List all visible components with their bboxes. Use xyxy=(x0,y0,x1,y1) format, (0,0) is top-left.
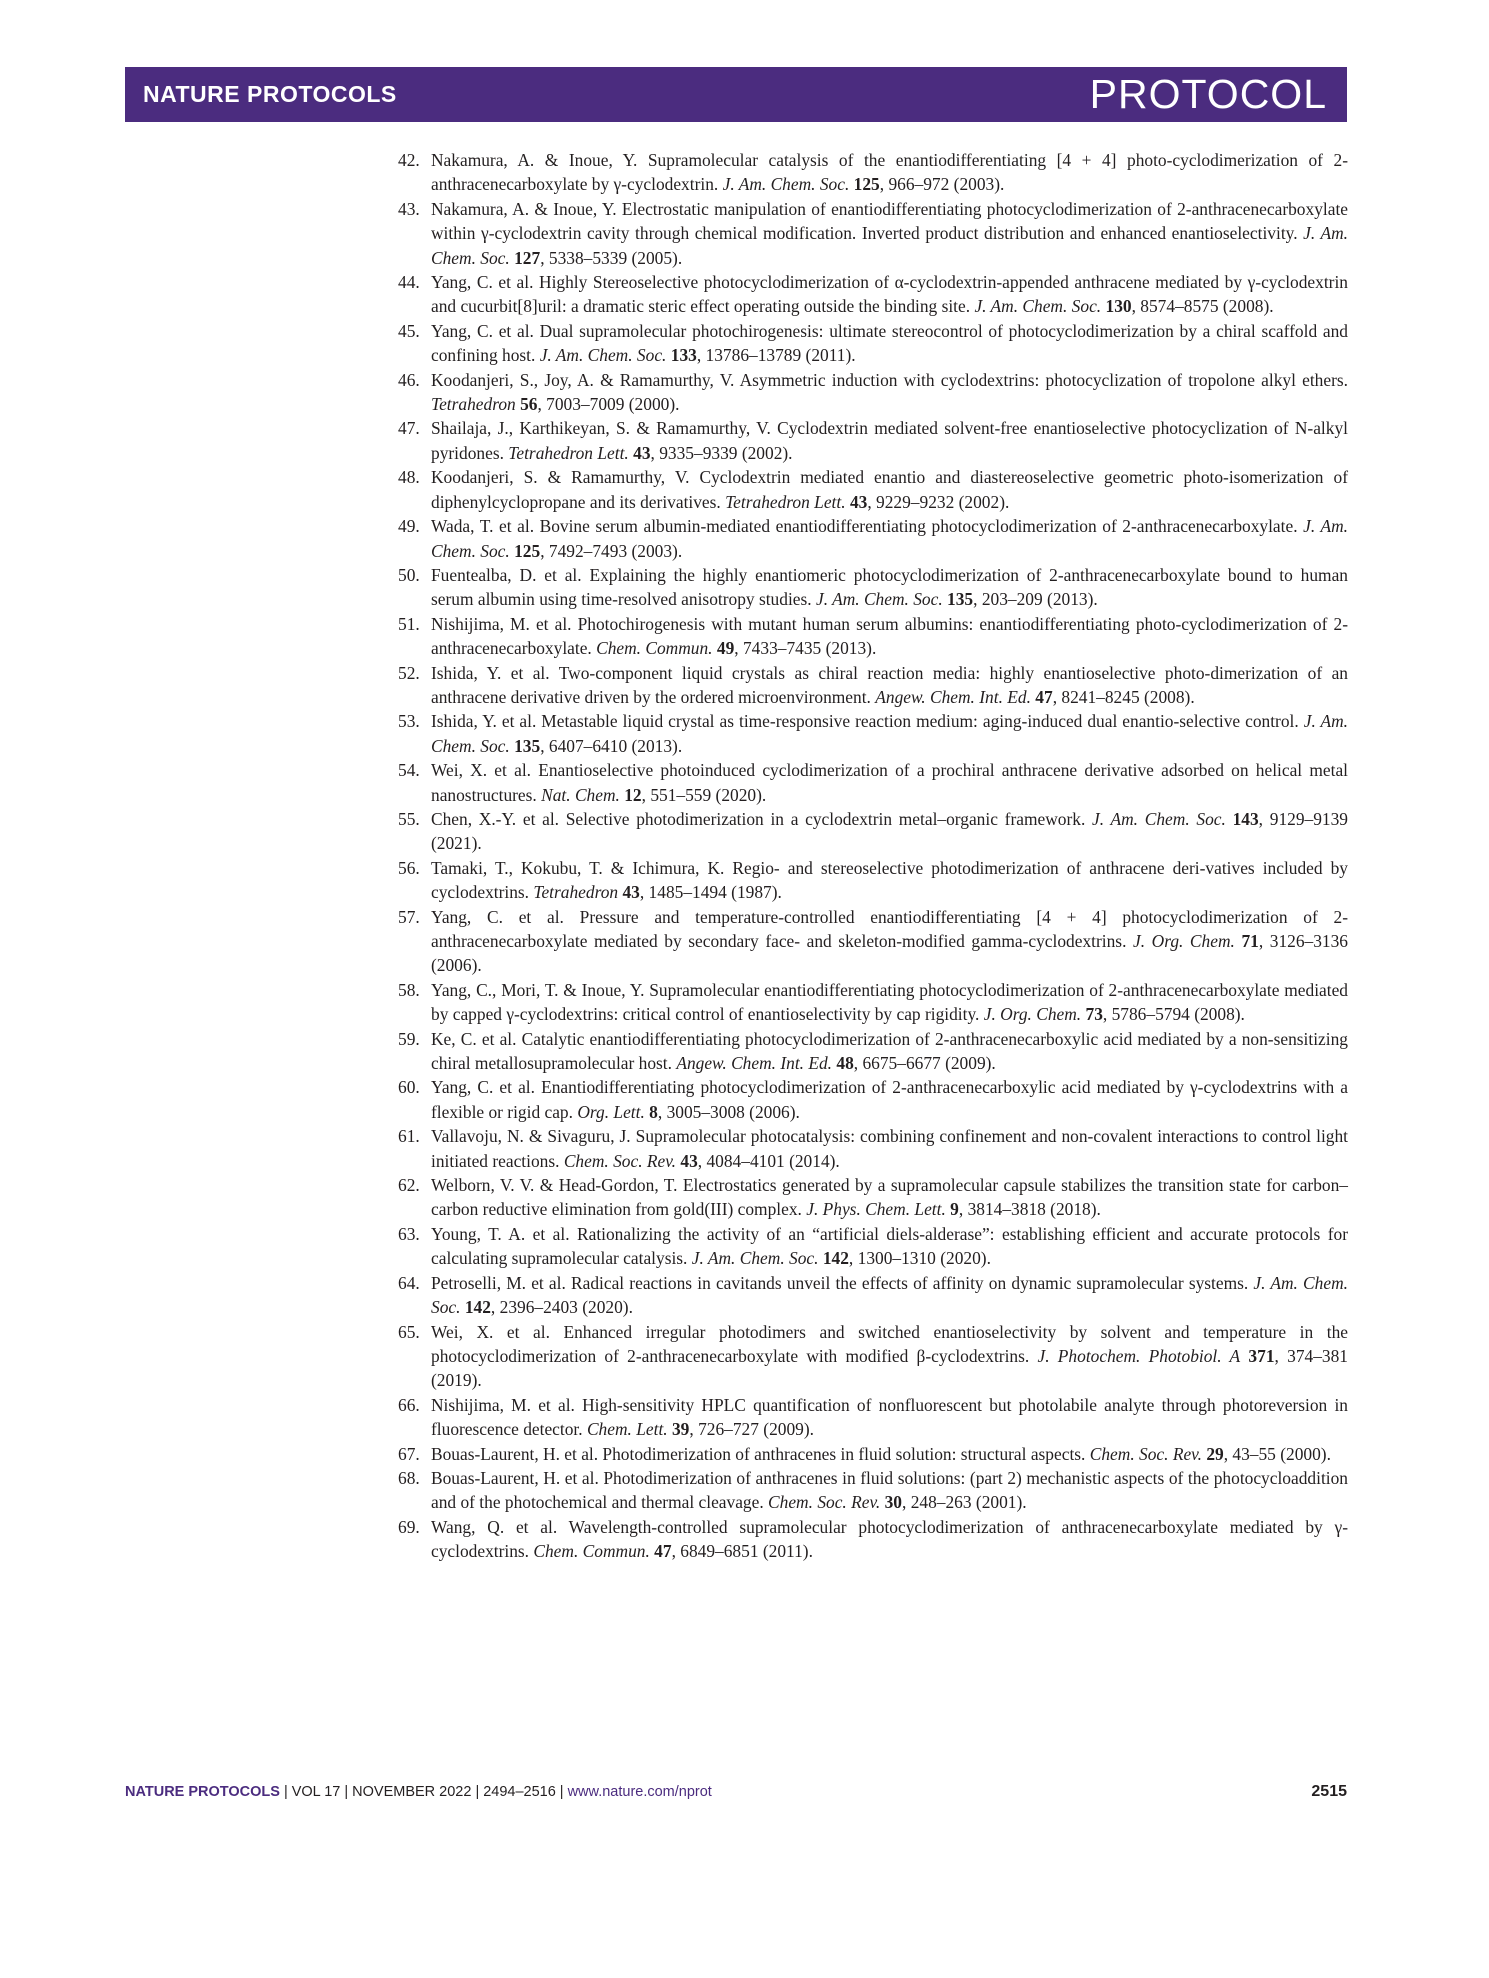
reference-item xyxy=(398,319,1348,368)
reference-number: 57. xyxy=(398,906,420,927)
reference-item xyxy=(398,1393,1348,1442)
reference-item xyxy=(398,368,1348,417)
reference-item xyxy=(398,563,1348,612)
reference-text: Wang, Q. et al. Wavelength-controlled supramolecular photocyclodimerization of anthracenecarboxylate mediated by γ-cyclodextrins. Chem. Commun. 47, 6849–6851 (2011). xyxy=(431,1516,1348,1562)
reference-number: 53. xyxy=(398,711,420,732)
reference-text: Nakamura, A. & Inoue, Y. Supramolecular catalysis of the enantiodifferentiating [4 + 4] photo-cyclodimerization of 2-anthracenecarboxylate by γ-cyclodextrin. J. Am. Chem. Soc. 125, 966–972 (2003). xyxy=(431,150,1348,195)
reference-text: Ke, C. et al. Catalytic enantiodifferentiating photocyclodimerization of 2-anthracenecarboxylic acid mediated by a non-sensitizing chiral metallosupramolecular host. Angew. Chem. Int. Ed. 48, 6675–6677 (2009). xyxy=(431,1028,1348,1074)
reference-number: 50. xyxy=(398,564,420,585)
reference-text: Wei, X. et al. Enhanced irregular photodimers and switched enantioselectivity by solvent and temperature in the photocyclodimerization of 2-anthracenecarboxylate with modified β-cyclodextrins. J. Photochem. Photobiol. A 371, 374–381 (2019). xyxy=(431,1321,1348,1391)
reference-item xyxy=(398,416,1348,465)
reference-text: Koodanjeri, S. & Ramamurthy, V. Cyclodextrin mediated enantio and diastereoselective geometric photo-isomerization of diphenylcyclopropane and its derivatives. Tetrahedron Lett. 43, 9229–9232 (2002). xyxy=(431,467,1348,512)
reference-number: 64. xyxy=(398,1272,420,1293)
footer-journal: NATURE PROTOCOLS xyxy=(125,1784,280,1800)
reference-number: 51. xyxy=(398,613,420,634)
reference-item xyxy=(398,612,1348,661)
reference-item xyxy=(398,1271,1348,1320)
reference-item xyxy=(398,856,1348,905)
reference-number: 60. xyxy=(398,1077,420,1098)
reference-item xyxy=(398,807,1348,856)
reference-item xyxy=(398,978,1348,1027)
page-footer xyxy=(125,1783,1347,1801)
footer-volume: VOL 17 xyxy=(291,1784,341,1800)
footer-pages: 2494–2516 xyxy=(483,1784,556,1800)
reference-text: Welborn, V. V. & Head-Gordon, T. Electrostatics generated by a supramolecular capsule stabilizes the transition state for carbon–carbon reductive elimination from gold(III) complex. J. Phys. Chem. Lett. 9, 3814–3818 (2018). xyxy=(431,1175,1348,1220)
reference-text: Shailaja, J., Karthikeyan, S. & Ramamurthy, V. Cyclodextrin mediated solvent-free enantioselective photocyclization of N-alkyl pyridones. Tetrahedron Lett. 43, 9335–9339 (2002). xyxy=(431,418,1348,463)
reference-item xyxy=(398,905,1348,978)
reference-text: Yang, C. et al. Enantiodifferentiating photocyclodimerization of 2-anthracenecarboxylic acid mediated by γ-cyclodextrins with a flexible or rigid cap. Org. Lett. 8, 3005–3008 (2006). xyxy=(431,1077,1348,1122)
reference-number: 68. xyxy=(398,1467,420,1488)
reference-number: 56. xyxy=(398,857,420,878)
footer-date: NOVEMBER 2022 xyxy=(352,1784,472,1800)
footer-url-link[interactable]: www.nature.com/nprot xyxy=(567,1784,712,1800)
reference-text: Vallavoju, N. & Sivaguru, J. Supramolecular photocatalysis: combining confinement and non-covalent interactions to control light initiated reactions. Chem. Soc. Rev. 43, 4084–4101 (2014). xyxy=(431,1126,1348,1171)
reference-number: 61. xyxy=(398,1126,420,1147)
reference-text: Tamaki, T., Kokubu, T. & Ichimura, K. Regio- and stereoselective photodimerization of anthracene deri-vatives included by cyclodextrins. Tetrahedron 43, 1485–1494 (1987). xyxy=(431,857,1348,903)
reference-number: 67. xyxy=(398,1443,420,1464)
reference-item xyxy=(398,758,1348,807)
reference-number: 44. xyxy=(398,272,420,293)
reference-number: 47. xyxy=(398,418,420,439)
reference-item xyxy=(398,661,1348,710)
reference-item xyxy=(398,1173,1348,1222)
reference-text: Chen, X.-Y. et al. Selective photodimerization in a cyclodextrin metal–organic framework. J. Am. Chem. Soc. 143, 9129–9139 (2021). xyxy=(431,808,1348,854)
reference-text: Yang, C. et al. Dual supramolecular photochirogenesis: ultimate stereocontrol of photocyclodimerization by a chiral scaffold and confining host. J. Am. Chem. Soc. 133, 13786–13789 (2011). xyxy=(431,320,1348,366)
reference-number: 66. xyxy=(398,1394,420,1415)
reference-text: Yang, C. et al. Highly Stereoselective photocyclodimerization of α-cyclodextrin-appended anthracene mediated by γ-cyclodextrin and cucurbit[8]uril: a dramatic steric effect operating outside the binding site. J. Am. Chem. Soc. 130, 8574–8575 (2008). xyxy=(431,272,1348,317)
reference-text: Petroselli, M. et al. Radical reactions in cavitands unveil the effects of affinity on dynamic supramolecular systems. J. Am. Chem. Soc. 142, 2396–2403 (2020). xyxy=(431,1272,1348,1318)
reference-item xyxy=(398,514,1348,563)
reference-item xyxy=(398,148,1348,197)
reference-item xyxy=(398,1466,1348,1515)
journal-header-bar xyxy=(125,67,1347,122)
reference-text: Wei, X. et al. Enantioselective photoinduced cyclodimerization of a prochiral anthracene derivative adsorbed on helical metal nanostructures. Nat. Chem. 12, 551–559 (2020). xyxy=(431,760,1348,805)
reference-text: Yang, C., Mori, T. & Inoue, Y. Supramolecular enantiodifferentiating photocyclodimerization of 2-anthracenecarboxylate mediated by capped γ-cyclodextrins: critical control of enantioselectivity by cap rigidity. J. Org. Chem. 73, 5786–5794 (2008). xyxy=(431,979,1348,1025)
reference-number: 52. xyxy=(398,662,420,683)
reference-number: 63. xyxy=(398,1223,420,1244)
reference-item xyxy=(398,1027,1348,1076)
reference-number: 43. xyxy=(398,198,420,219)
reference-number: 49. xyxy=(398,516,420,537)
footer-citation: NATURE PROTOCOLS | VOL 17 | NOVEMBER 2022 | 2494–2516 | www.nature.com/nprot xyxy=(125,1784,712,1800)
reference-text: Nishijima, M. et al. High-sensitivity HPLC quantification of nonfluorescent but photolabile analyte through photoreversion in fluorescence detector. Chem. Lett. 39, 726–727 (2009). xyxy=(431,1394,1348,1440)
header-journal-name: NATURE PROTOCOLS xyxy=(143,81,397,107)
reference-item xyxy=(398,1075,1348,1124)
reference-item xyxy=(398,465,1348,514)
reference-number: 58. xyxy=(398,979,420,1000)
reference-text: Nakamura, A. & Inoue, Y. Electrostatic manipulation of enantiodifferentiating photocyclodimerization of 2-anthracenecarboxylate within γ-cyclodextrin cavity through chemical modification. Inverted product distribution and enhanced enantioselectivity. J. Am. Chem. Soc. 127, 5338–5339 (2005). xyxy=(431,198,1348,268)
reference-text: Ishida, Y. et al. Metastable liquid crystal as time-responsive reaction medium: aging-induced dual enantio-selective control. J. Am. Chem. Soc. 135, 6407–6410 (2013). xyxy=(431,711,1348,756)
reference-text: Koodanjeri, S., Joy, A. & Ramamurthy, V. Asymmetric induction with cyclodextrins: photocyclization of tropolone alkyl ethers. Tetrahedron 56, 7003–7009 (2000). xyxy=(431,369,1348,415)
reference-number: 69. xyxy=(398,1516,420,1537)
reference-text: Wada, T. et al. Bovine serum albumin-mediated enantiodifferentiating photocyclodimerization of 2-anthracenecarboxylate. J. Am. Chem. Soc. 125, 7492–7493 (2003). xyxy=(431,516,1348,561)
reference-item xyxy=(398,197,1348,270)
reference-text: Ishida, Y. et al. Two-component liquid crystals as chiral reaction media: highly enantioselective photo-dimerization of an anthracene derivative driven by the ordered microenvironment. Angew. Chem. Int. Ed. 47, 8241–8245 (2008). xyxy=(431,662,1348,707)
reference-item xyxy=(398,1515,1348,1564)
reference-number: 59. xyxy=(398,1028,420,1049)
reference-number: 45. xyxy=(398,320,420,341)
reference-number: 65. xyxy=(398,1321,420,1342)
reference-number: 55. xyxy=(398,808,420,829)
reference-item xyxy=(398,1442,1348,1466)
reference-item xyxy=(398,1124,1348,1173)
reference-text: Yang, C. et al. Pressure and temperature-controlled enantiodifferentiating [4 + 4] photocyclodimerization of 2-anthracenecarboxylate mediated by secondary face- and skeleton-modified gamma-cyclodextrins. J. Org. Chem. 71, 3126–3136 (2006). xyxy=(431,906,1349,976)
reference-number: 62. xyxy=(398,1175,420,1196)
reference-number: 54. xyxy=(398,760,420,781)
reference-number: 42. xyxy=(398,150,420,170)
reference-item xyxy=(398,1222,1348,1271)
header-article-type: PROTOCOL xyxy=(1089,71,1327,117)
reference-number: 48. xyxy=(398,467,420,488)
reference-text: Bouas-Laurent, H. et al. Photodimerization of anthracenes in fluid solutions: (part 2) mechanistic aspects of the photocycloaddition and of the photochemical and thermal cleavage. Chem. Soc. Rev. 30, 248–263 (2001). xyxy=(431,1467,1348,1513)
reference-list xyxy=(398,148,1348,1564)
reference-text: Bouas-Laurent, H. et al. Photodimerization of anthracenes in fluid solution: structural aspects. Chem. Soc. Rev. 29, 43–55 (2000). xyxy=(431,1443,1331,1464)
reference-item xyxy=(398,1320,1348,1393)
reference-number: 46. xyxy=(398,369,420,390)
reference-item xyxy=(398,270,1348,319)
reference-text: Nishijima, M. et al. Photochirogenesis with mutant human serum albumins: enantiodifferentiating photo-cyclodimerization of 2-anthracenecarboxylate. Chem. Commun. 49, 7433–7435 (2013). xyxy=(431,613,1348,659)
footer-page-number: 2515 xyxy=(1311,1783,1347,1800)
reference-text: Young, T. A. et al. Rationalizing the activity of an “artificial diels-alderase”: establishing efficient and accurate protocols for calculating supramolecular catalysis. J. Am. Chem. Soc. 142, 1300–1310 (2020). xyxy=(431,1223,1348,1269)
reference-text: Fuentealba, D. et al. Explaining the highly enantiomeric photocyclodimerization of 2-anthracenecarboxylate bound to human serum albumin using time-resolved anisotropy studies. J. Am. Chem. Soc. 135, 203–209 (2013). xyxy=(431,564,1348,610)
reference-item xyxy=(398,709,1348,758)
